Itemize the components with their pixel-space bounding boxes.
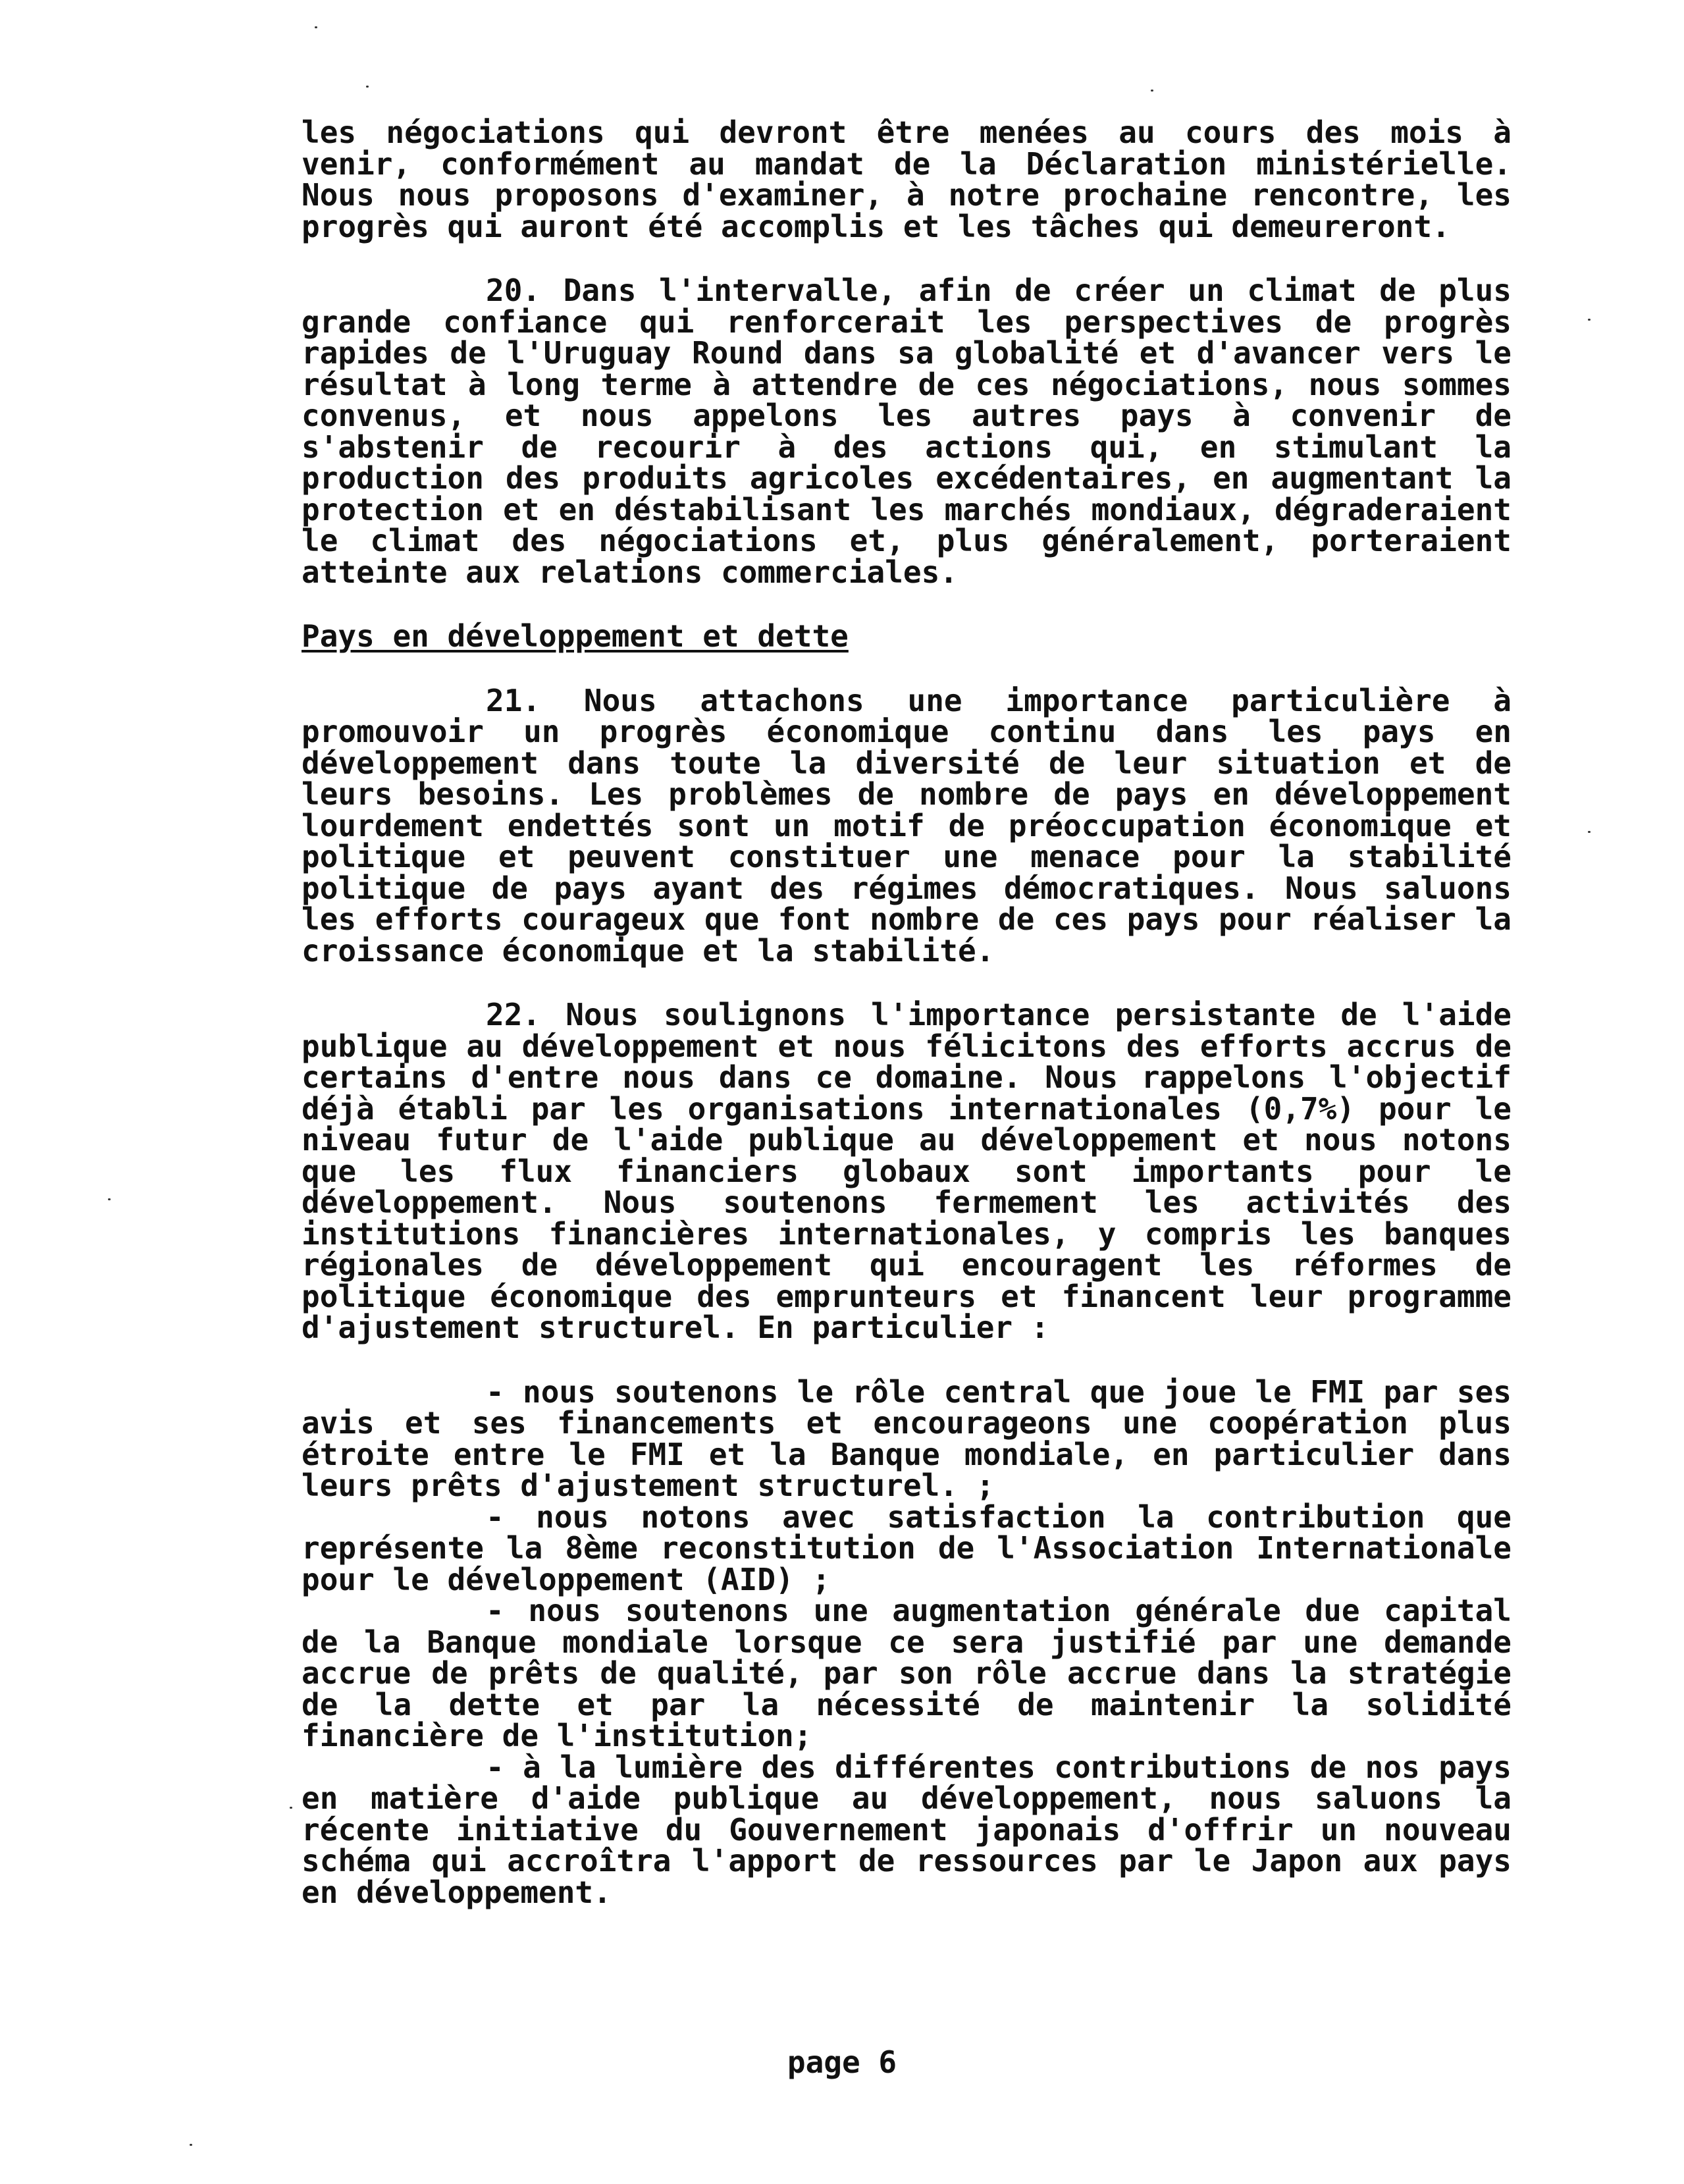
scan-speck — [315, 26, 317, 28]
scan-speck — [108, 1198, 111, 1200]
scan-speck — [1588, 831, 1591, 833]
scan-speck — [1588, 319, 1591, 321]
paragraph-20: 20. Dans l'intervalle, afin de créer un climat de plus grande confiance qui renforcerait les perspectives de progrès rapides de l'Uruguay Round dans sa globalité et d'avancer vers le résultat à long terme à attendre de ces négociations, nous sommes convenus, et nous appelons les autres pays à convenir de s'abstenir de recourir à des actions qui, en stimulant la production des produits agricoles excédentaires, en augmentant la protection et en déstabilisant les marchés mondiaux, dégraderaient le climat des négociations et, plus généralement, porteraient atteinte aux relations commerciales. — [302, 273, 1512, 590]
paragraph-continuation: les négociations qui devront être menées au cours des mois à venir, conformément au mandat de la Déclaration ministérielle. Nous nous proposons d'examiner, à notre prochaine rencontre, les progrès qui auront été accomplis et les tâches qui demeureront. — [302, 115, 1512, 244]
paragraph-22: 22. Nous soulignons l'importance persistante de l'aide publique au développement et nous félicitons des efforts accrus de certains d'entre nous dans ce domaine. Nous rappelons l'objectif déjà établi par les organisations internationales (0,7%) pour le niveau futur de l'aide publique au développement et nous notons que les flux financiers globaux sont importants pour le développement. Nous soutenons fermement les activités des institutions financières internationales, y compris les banques régionales de développement qui encouragent les réformes de politique économique des emprunteurs et financent leur programme d'ajustement structurel. En particulier : — [302, 997, 1512, 1345]
scan-speck — [1151, 90, 1153, 92]
page-number: page 6 — [787, 2044, 897, 2080]
scan-speck — [190, 2144, 192, 2146]
list-item: - nous notons avec satisfaction la contribution que représente la 8ème reconstitution de l'Association Internationale pour le développement (AID) ; — [302, 1499, 1512, 1597]
scan-speck — [290, 1807, 292, 1809]
paragraph-21: 21. Nous attachons une importance particulière à promouvoir un progrès économique continu dans les pays en développement dans toute la diversité de leur situation et de leurs besoins. Les problèmes de nombre de pays en développement lourdement endettés sont un motif de préoccupation économique et politique et peuvent constituer une menace pour la stabilité politique de pays ayant des régimes démocratiques. Nous saluons les efforts courageux que font nombre de ces pays pour réaliser la croissance économique et la stabilité. — [302, 682, 1512, 969]
section-heading: Pays en développement et dette — [302, 618, 849, 654]
document-body — [302, 117, 1512, 1908]
scan-speck — [366, 86, 369, 88]
list-item: - à la lumière des différentes contributions de nos pays en matière d'aide publique au développement, nous saluons la récente initiative du Gouvernement japonais d'offrir un nouveau schéma qui accroîtra l'apport de ressources par le Japon aux pays en développement. — [302, 1749, 1512, 1910]
list-item: - nous soutenons une augmentation générale due capital de la Banque mondiale lorsque ce sera justifié par une demande accrue de prêts de qualité, par son rôle accrue dans la stratégie de la dette et par la nécessité de maintenir la solidité financière de l'institution; — [302, 1593, 1512, 1753]
list-item: - nous soutenons le rôle central que joue le FMI par ses avis et ses financements et encourageons une coopération plus étroite entre le FMI et la Banque mondiale, en particulier dans leurs prêts d'ajustement structurel. ; — [302, 1373, 1512, 1503]
